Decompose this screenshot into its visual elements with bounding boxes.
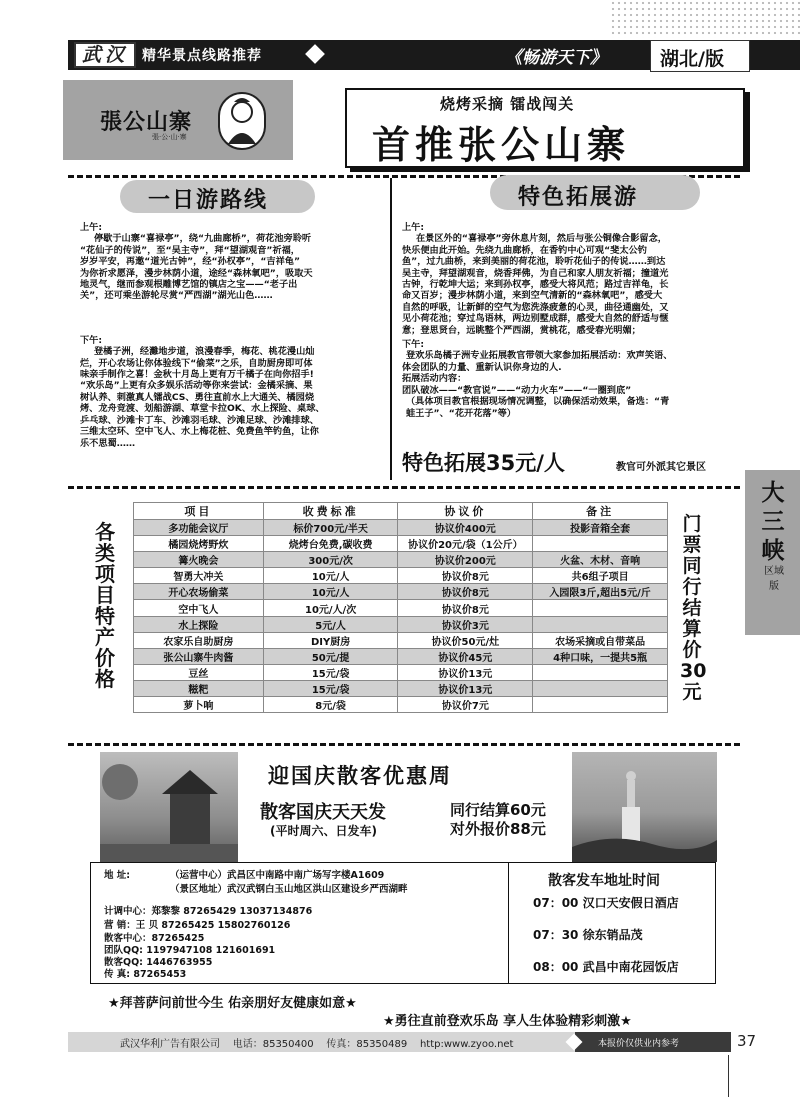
table-cell: 橘园烧烤野炊	[134, 536, 264, 552]
table-cell: 投影音箱全套	[533, 520, 668, 536]
table-cell: 5元/人	[263, 616, 398, 632]
right-afternoon-line: 蛙王子”、“花开花落”等）	[406, 407, 516, 419]
table-row	[134, 648, 668, 664]
table-cell: 标价700元/半天	[263, 520, 398, 536]
left-morning-line: “花仙子的传说”，至“吴主寺”，拜“望湖观音”祈福，	[80, 244, 300, 256]
pavilion-photo	[100, 752, 238, 862]
contact-line: 传 真: 87265453	[104, 969, 187, 980]
footer-phone: 电话：85350400	[232, 1039, 314, 1050]
slogan: ★勇往直前登欢乐岛 享人生体验精彩刺激★	[383, 1014, 632, 1029]
table-cell: 15元/袋	[263, 680, 398, 696]
table-cell: 空中飞人	[134, 600, 264, 616]
table-row	[134, 552, 668, 568]
table-cell: 农家乐自助厨房	[134, 632, 264, 648]
contact-line: 散客QQ: 1446763955	[104, 957, 213, 968]
table-cell: 协议价200元	[398, 552, 533, 568]
right-afternoon-line: 团队破冰——“教官说”——“动力火车”——“一圈到底”	[402, 384, 632, 396]
table-cell: 协议价8元	[398, 584, 533, 600]
table-cell	[533, 697, 668, 713]
table-cell: 烧烤台免费,碳收费	[263, 536, 398, 552]
right-morning-line: 命又百岁；漫步林荫小道，来到空气清新的“森林氧吧”，感受大	[402, 290, 663, 302]
table-row	[134, 632, 668, 648]
table-cell	[533, 536, 668, 552]
promo-title: 迎国庆散客优惠周	[268, 764, 452, 788]
right-afternoon-label: 下午:	[402, 339, 425, 351]
dot-pattern	[610, 0, 800, 38]
table-cell: 协议价50元/灶	[398, 632, 533, 648]
address-line: （景区地址）武汉武钢白玉山地区洪山区建设乡严西湖畔	[170, 884, 408, 895]
table-header: 收费标准	[263, 503, 398, 520]
table-header: 项目	[134, 503, 264, 520]
table-cell: 协议价8元	[398, 600, 533, 616]
right-morning-line: 意；登思贤台，远眺整个严西湖，赏桃花，感受春光明媚；	[402, 324, 641, 336]
right-morning-line: 在景区外的“喜禄亭”旁休息片刻，然后与张公铜像合影留念，	[416, 233, 667, 245]
table-cell	[533, 616, 668, 632]
left-afternoon-line: 烂，开心农场让你体验线下“偷菜”之乐，自助厨房即可体	[80, 357, 313, 369]
table-cell: 10元/人/次	[263, 600, 398, 616]
left-afternoon-line: 登橘子洲，经灘地步道，浪漫春季，梅花、桃花漫山灿	[94, 346, 315, 358]
table-header-row	[134, 503, 668, 520]
left-morning-line: 为你祈求愿泽，漫步林荫小道，途经“森林氧吧”，吸取天	[80, 267, 313, 279]
table-cell: 协议价400元	[398, 520, 533, 536]
departure-item: 07：30 徐东销品茂	[533, 928, 643, 942]
right-afternoon-line: 体会团队的力量、重新认识你身边的人.	[402, 361, 562, 373]
divider-line	[68, 486, 740, 489]
left-heading: 一日游路线	[148, 188, 269, 213]
table-cell: 协议价13元	[398, 664, 533, 680]
table-cell: 协议价7元	[398, 697, 533, 713]
table-cell: 开心农场偷菜	[134, 584, 264, 600]
promo-trade-price: 同行结算60元	[450, 801, 546, 819]
portrait-icon	[218, 92, 266, 150]
table-cell: 智勇大冲关	[134, 568, 264, 584]
table-row	[134, 616, 668, 632]
table-cell	[533, 680, 668, 696]
table-row	[134, 568, 668, 584]
right-morning-label: 上午:	[402, 222, 425, 233]
table-cell: 8元/袋	[263, 697, 398, 713]
table-row	[134, 697, 668, 713]
table-header: 协议价	[398, 503, 533, 520]
address-line: （运营中心）武昌区中南路中南广场写字楼A1609	[170, 870, 385, 881]
table-cell: 篝火晚会	[134, 552, 264, 568]
divider-line	[68, 743, 740, 746]
table-cell: 糍粑	[134, 680, 264, 696]
table-cell: 火盆、木材、音响	[533, 552, 668, 568]
right-body	[402, 222, 742, 419]
spacer	[80, 302, 382, 335]
city-label: 武汉	[74, 42, 136, 68]
left-body	[80, 222, 382, 449]
footer-info	[120, 1035, 513, 1050]
price-table	[133, 502, 668, 713]
address-label: 地 址:	[104, 870, 131, 881]
table-row	[134, 680, 668, 696]
left-afternoon-line: 烤、龙舟竞渡、划船游湖、草堂卡拉OK、水上探险、桌球、	[80, 403, 325, 415]
table-row	[134, 600, 668, 616]
expansion-price-note: 教官可外派其它景区	[616, 462, 706, 473]
edition-label: 湖北/版	[660, 48, 724, 70]
departure-title: 散客发车地址时间	[548, 873, 660, 889]
table-cell: 萝卜响	[134, 697, 264, 713]
left-afternoon-line: 三维太空环、空中飞人、水上梅花桩、免费鱼竿钓鱼，让你	[80, 426, 319, 438]
expansion-price: 特色拓展35元/人	[402, 451, 565, 475]
right-morning-line: 快乐便由此开始。先绕九曲廊桥，在香钓中心可观“斐太公钓	[402, 244, 647, 256]
table-row	[134, 536, 668, 552]
statue-photo	[572, 752, 717, 862]
table-row	[134, 520, 668, 536]
footer-website[interactable]: http:www.zyoo.net	[419, 1039, 514, 1050]
left-morning-line: 岁岁平安，再邀“道光古钟”，经“孙权亭”，“吉祥龟”	[80, 256, 300, 268]
contact-line: 团队QQ: 1197947108 121601691	[104, 945, 276, 956]
left-afternoon-line: 味亲手制作之喜！金秋十月岛上更有万千橘子在向你招手!	[80, 369, 314, 381]
left-afternoon-line: “欢乐岛”上更有众多娱乐活动等你来尝试：金橘采摘、果	[80, 380, 313, 392]
page-number: 37	[737, 1032, 757, 1050]
left-morning-label: 上午:	[80, 222, 103, 233]
contact-line: 计调中心：郑黎黎 87265429 13037134876	[104, 906, 313, 917]
left-morning-line: 地灵气，继而参观根雕博艺馆的镇店之宝——“老子出	[80, 279, 298, 291]
logo-subtext: 張·公·山·寨	[152, 133, 187, 141]
column-divider	[390, 178, 392, 480]
table-cell: 协议价20元/袋（1公斤）	[398, 536, 533, 552]
left-morning-line: 停歇于山寨“喜禄亭”，绕“九曲廊桥”，荷花池旁聆听	[94, 233, 312, 245]
left-afternoon-line: 乒乓球、沙滩卡丁车、沙滩羽毛球、沙滩足球、沙滩排球、	[80, 414, 319, 426]
left-morning-line: 关”，还可乘坐游轮尽赏“严西湖”湖光山色……	[80, 290, 273, 302]
magazine-name: 《畅游天下》	[505, 48, 607, 68]
table-cell: 入园限3斤,超出5元/斤	[533, 584, 668, 600]
footer-fax: 传真：85350489	[326, 1039, 408, 1050]
right-heading: 特色拓展游	[518, 185, 639, 210]
table-row	[134, 664, 668, 680]
table-side-label-right: 门票同行结算价30元	[680, 513, 707, 703]
table-row	[134, 584, 668, 600]
right-afternoon-line: 拓展活动内容：	[402, 373, 467, 385]
table-cell: 10元/人	[263, 568, 398, 584]
table-side-label-left: 各类项目特产价格	[95, 520, 115, 691]
table-cell: 10元/人	[263, 584, 398, 600]
right-morning-line: 见小荷花池；穿过鸟语林，两边别墅成群，感受大自然的舒适与惬	[402, 313, 669, 325]
contact-line: 散客中心：87265425	[104, 933, 205, 944]
table-cell	[533, 664, 668, 680]
logo-text: 張公山寨	[100, 109, 193, 135]
table-cell: 协议价13元	[398, 680, 533, 696]
region-label: 区域版	[764, 566, 784, 592]
promo-schedule: (平时周六、日发车)	[270, 824, 377, 838]
title-subtitle: 烧烤采摘 镭战闯关	[440, 95, 575, 113]
table-cell: 300元/次	[263, 552, 398, 568]
left-afternoon-line: 乐不思蜀……	[80, 437, 136, 449]
right-afternoon-line: 登欢乐岛橘子洲专业拓展教官带领大家参加拓展活动：欢声笑语、	[406, 350, 673, 362]
contact-line: 营 销：王 贝 87265425 15802760126	[104, 920, 291, 931]
table-cell: 15元/袋	[263, 664, 398, 680]
table-cell: 4种口味，一提共5瓶	[533, 648, 668, 664]
main-title: 首推张公山寨	[372, 122, 631, 167]
table-cell: 张公山寨牛肉酱	[134, 648, 264, 664]
right-morning-line: 吴主寺，拜望湖观音，烧香拜佛，为自己和家人朋友祈福；撞道光	[402, 267, 669, 279]
table-cell: 农场采摘或自带菜品	[533, 632, 668, 648]
table-cell: DIY厨房	[263, 632, 398, 648]
promo-public-price: 对外报价88元	[450, 820, 546, 838]
table-cell: 协议价3元	[398, 616, 533, 632]
contact-divider	[508, 862, 509, 984]
table-header: 备注	[533, 503, 668, 520]
slogan: ★拜菩萨问前世今生 佑亲朋好友健康如意★	[108, 996, 357, 1011]
promo-line: 散客国庆天天发	[260, 802, 386, 823]
right-morning-line: 自然的呼吸，让新鲜的空气为您洗涤疲惫的心灵，曲径通幽处，又	[402, 301, 669, 313]
departure-item: 07：00 汉口天安假日酒店	[533, 896, 679, 910]
right-afternoon-line: （具体项目教官根据现场情况调整，以确保活动效果，备选：“青	[406, 396, 670, 408]
left-afternoon-line: 树认养、刺激真人镭战CS、勇往直前水上大通关、橘园烧	[80, 391, 315, 403]
table-cell: 50元/提	[263, 648, 398, 664]
table-cell: 协议价8元	[398, 568, 533, 584]
footer-disclaimer: 本报价仅供业内参考	[598, 1039, 680, 1049]
table-cell: 水上探险	[134, 616, 264, 632]
edge-line	[728, 1055, 729, 1097]
header-tagline: 精华景点线路推荐	[142, 48, 262, 64]
right-morning-line: 古钟，行乾坤大运；来到孙权亭，感受大将风范；路过吉祥龟，长	[402, 279, 669, 291]
table-cell	[533, 600, 668, 616]
table-cell: 共6组子项目	[533, 568, 668, 584]
table-cell: 多功能会议厅	[134, 520, 264, 536]
table-cell: 协议价45元	[398, 648, 533, 664]
departure-item: 08：00 武昌中南花园饭店	[533, 960, 679, 974]
table-cell: 豆丝	[134, 664, 264, 680]
left-afternoon-label: 下午:	[80, 334, 103, 346]
footer-company: 武汉华利广告有限公司	[120, 1039, 220, 1050]
region-name: 大三峡	[761, 479, 785, 564]
right-morning-line: 鱼”，过九曲桥，来到美丽的荷花池，聆听花仙子的传说……到达	[402, 256, 666, 268]
